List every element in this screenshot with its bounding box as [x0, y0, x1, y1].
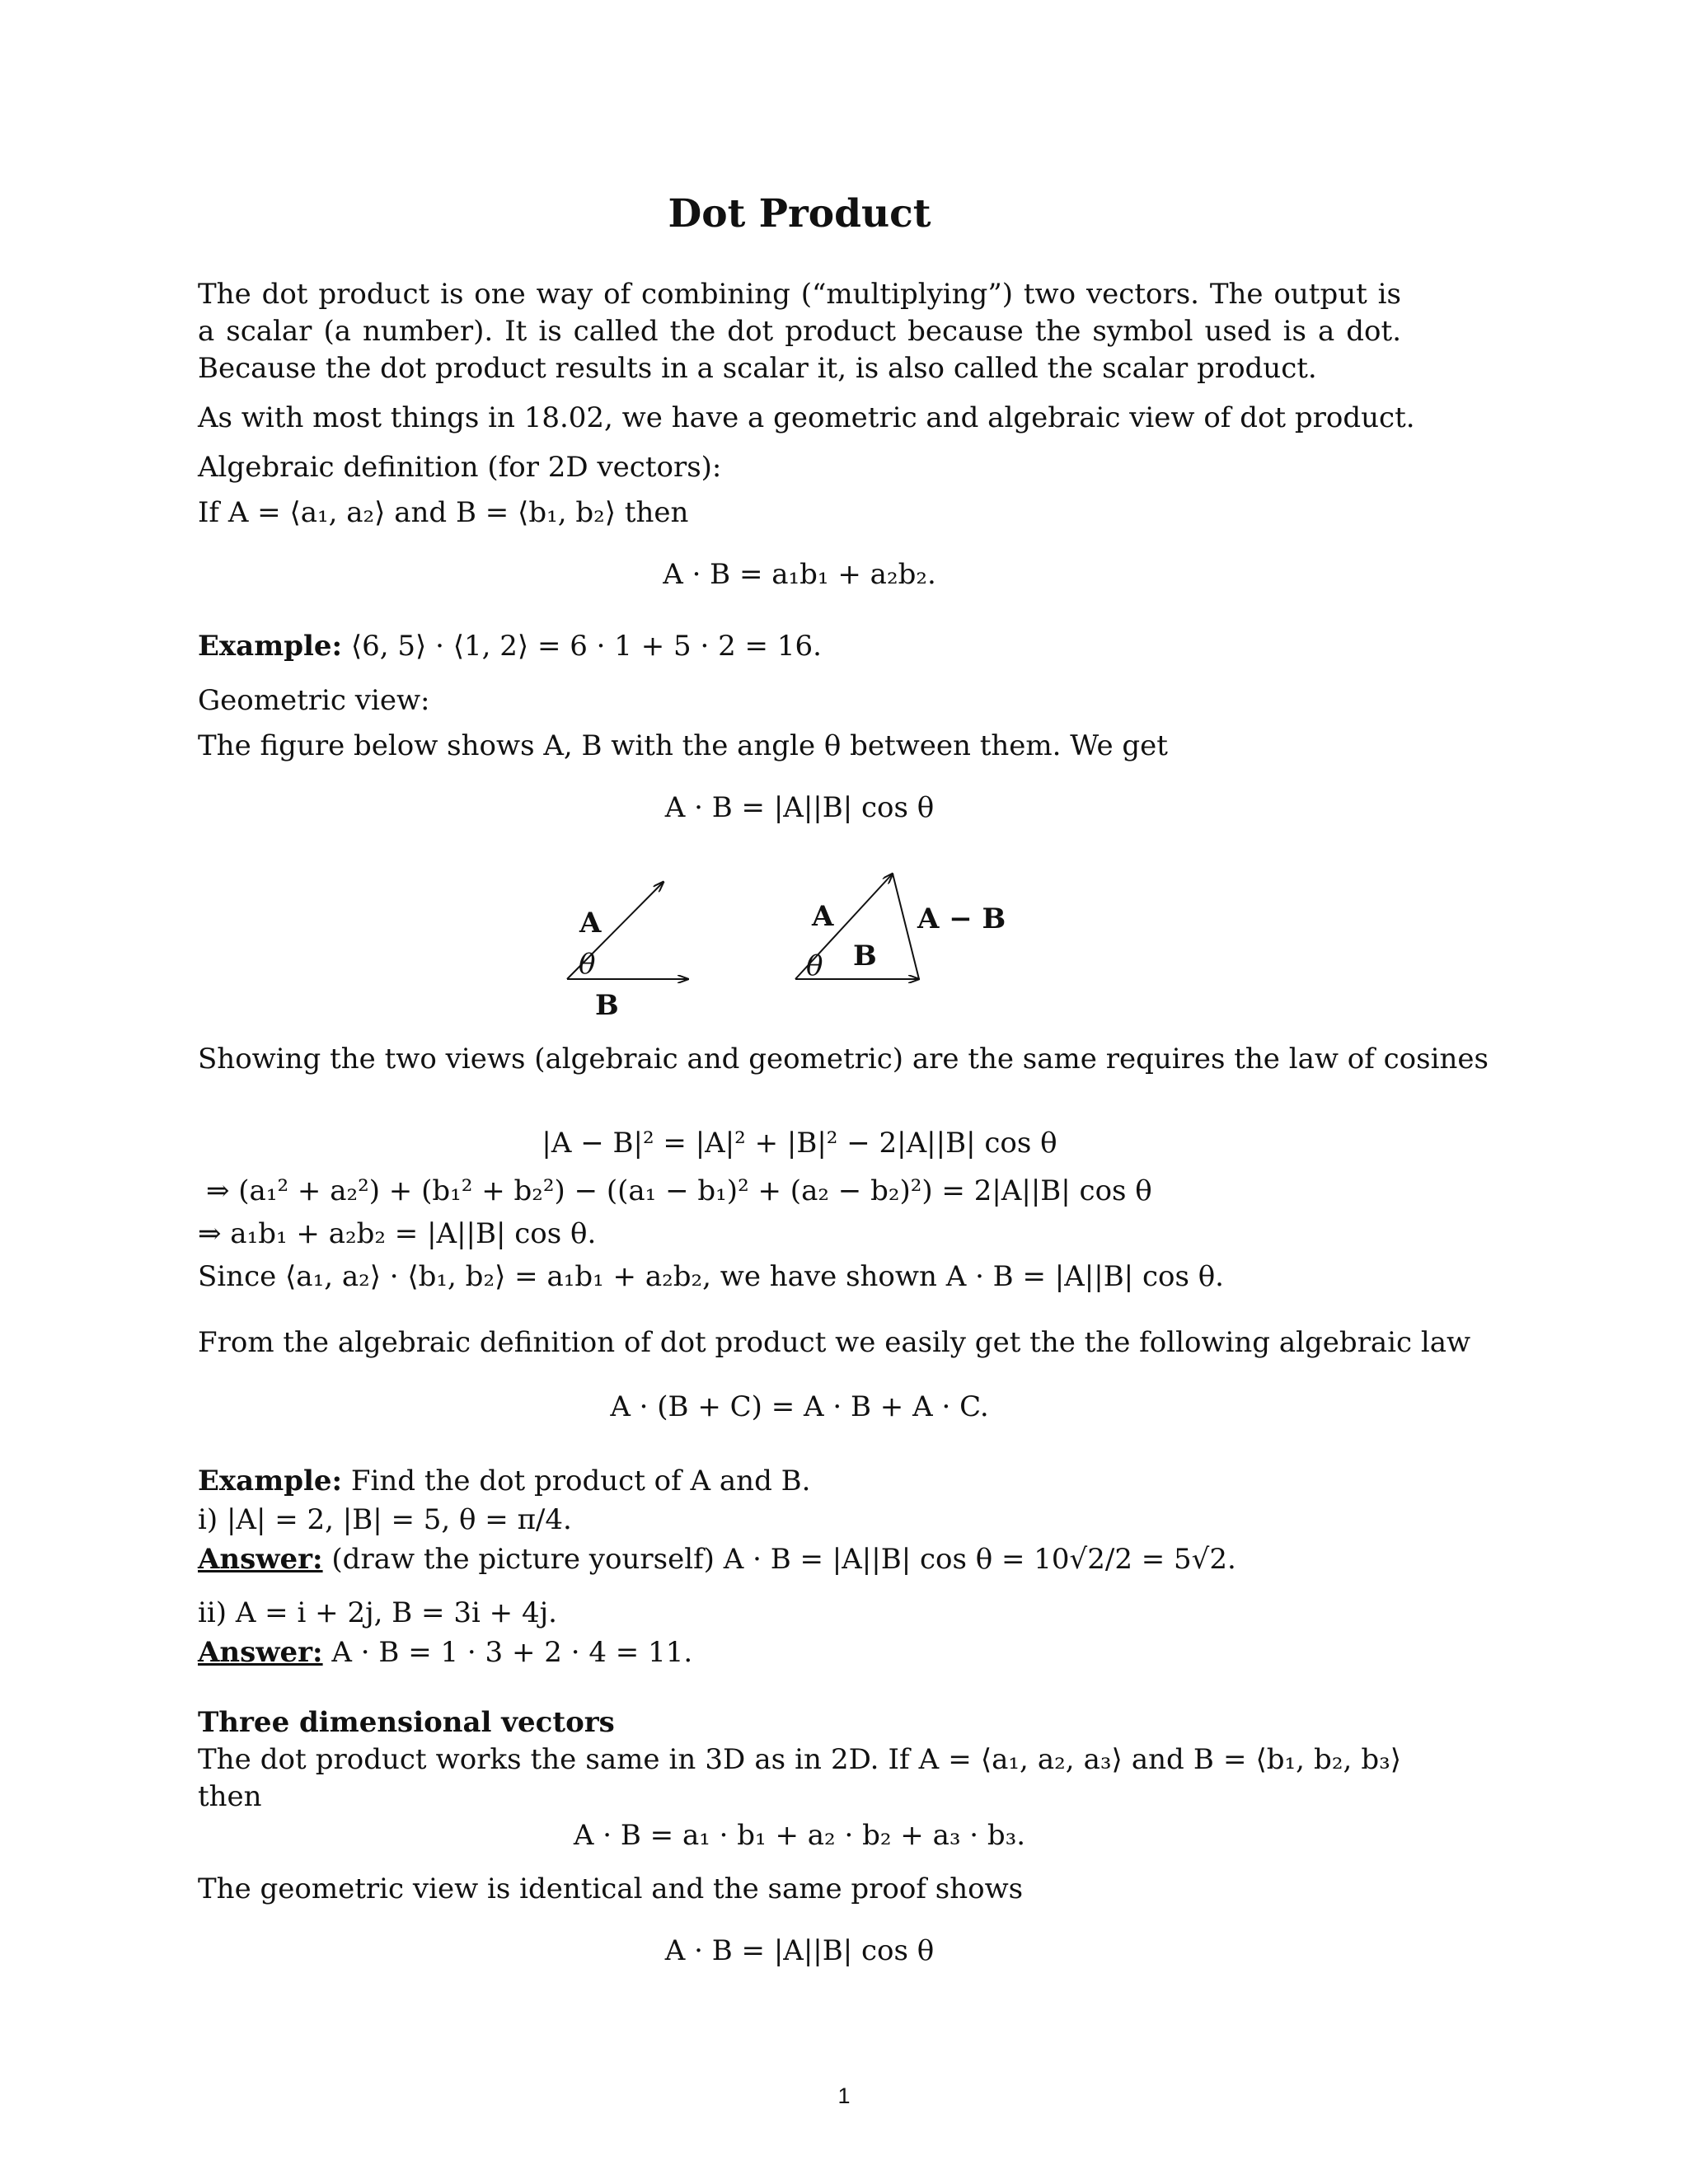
vector-diagrams [198, 857, 1401, 1038]
example-2-part-ii: ii) A = i + 2j, B = 3i + 4j. [198, 1596, 557, 1629]
example-1-text: ⟨6, 5⟩ · ⟨1, 2⟩ = 6 · 1 + 5 · 2 = 16. [350, 630, 822, 663]
right-label-a-minus-b: A − B [917, 902, 1006, 935]
three-d-paragraph: The dot product works the same in 3D as in 2D. If A = ⟨a₁, a₂, a₃⟩ and B = ⟨b₁, b₂, b₃⟩ then [198, 1743, 1401, 1813]
example-2-answer-i [198, 1541, 1401, 1578]
answer-ii-text: A · B = 1 · 3 + 2 · 4 = 11. [331, 1636, 693, 1669]
answer-i-text: (draw the picture yourself) A · B = |A||B| cos θ = 10√2/2 = 5√2. [331, 1543, 1236, 1576]
distributive-formula: A · (B + C) = A · B + A · C. [610, 1390, 989, 1423]
three-d-final-formula: A · B = |A||B| cos θ [664, 1934, 935, 1967]
proof-line-3: ⇒ a₁b₁ + a₂b₂ = |A||B| cos θ. [198, 1217, 597, 1250]
algebraic-if-line: If A = ⟨a₁, a₂⟩ and B = ⟨b₁, b₂⟩ then [198, 496, 689, 529]
left-label-theta: θ [579, 948, 596, 981]
views-sentence: As with most things in 18.02, we have a geometric and algebraic view of dot product. [198, 401, 1415, 434]
vector-figure [198, 857, 1401, 1038]
example-2-text: Find the dot product of A and B. [350, 1465, 811, 1497]
example-1-label: Example: [198, 630, 343, 663]
page-title: Dot Product [668, 191, 931, 237]
algebraic-formula: A · B = a₁b₁ + a₂b₂. [663, 558, 936, 591]
three-d-geometric-sentence: The geometric view is identical and the same proof shows [198, 1872, 1024, 1905]
law-of-cosines-sentence: Showing the two views (algebraic and geometric) are the same requires the law of cosines [198, 1043, 1489, 1076]
answer-ii-label: Answer: [198, 1636, 323, 1669]
document-page [198, 0, 1489, 2184]
proof-line-4: Since ⟨a₁, a₂⟩ · ⟨b₁, b₂⟩ = a₁b₁ + a₂b₂, we have shown A · B = |A||B| cos θ. [198, 1260, 1224, 1293]
intro-paragraph: The dot product is one way of combining (“multiplying”) two vectors. The output is a scalar (a number). It is called the dot product because the symbol used is a dot. Because the dot product results in a scalar it, is also called the scalar product. [198, 278, 1401, 385]
proof-line-1: |A − B|² = |A|² + |B|² − 2|A||B| cos θ [542, 1127, 1057, 1160]
three-d-formula: A · B = a₁ · b₁ + a₂ · b₂ + a₃ · b₃. [573, 1819, 1026, 1852]
geometric-sentence: The figure below shows A, B with the angle θ between them. We get [198, 729, 1168, 762]
example-2 [198, 1463, 1401, 1500]
example-2-answer-ii [198, 1634, 1401, 1671]
distributive-sentence: From the algebraic definition of dot product we easily get the the following algebraic law [198, 1326, 1471, 1359]
example-2-part-i: i) |A| = 2, |B| = 5, θ = π/4. [198, 1503, 572, 1536]
geometric-formula: A · B = |A||B| cos θ [664, 791, 935, 824]
right-label-theta: θ [806, 949, 823, 982]
proof-line-2: ⇒ (a₁² + a₂²) + (b₁² + b₂²) − ((a₁ − b₁)² + (a₂ − b₂)²) = 2|A||B| cos θ [206, 1174, 1152, 1207]
page-number: 1 [837, 2083, 851, 2108]
right-label-b: B [853, 940, 877, 972]
example-1 [198, 628, 1401, 665]
geometric-heading: Geometric view: [198, 684, 430, 717]
answer-i-label: Answer: [198, 1543, 323, 1576]
left-label-a: A [579, 907, 602, 940]
three-d-heading: Three dimensional vectors [198, 1706, 615, 1739]
right-label-a: A [812, 900, 834, 933]
left-label-b: B [595, 989, 619, 1022]
right-vector-a-minus-b [893, 874, 919, 979]
example-2-label: Example: [198, 1465, 343, 1497]
algebraic-heading: Algebraic definition (for 2D vectors): [198, 451, 722, 484]
